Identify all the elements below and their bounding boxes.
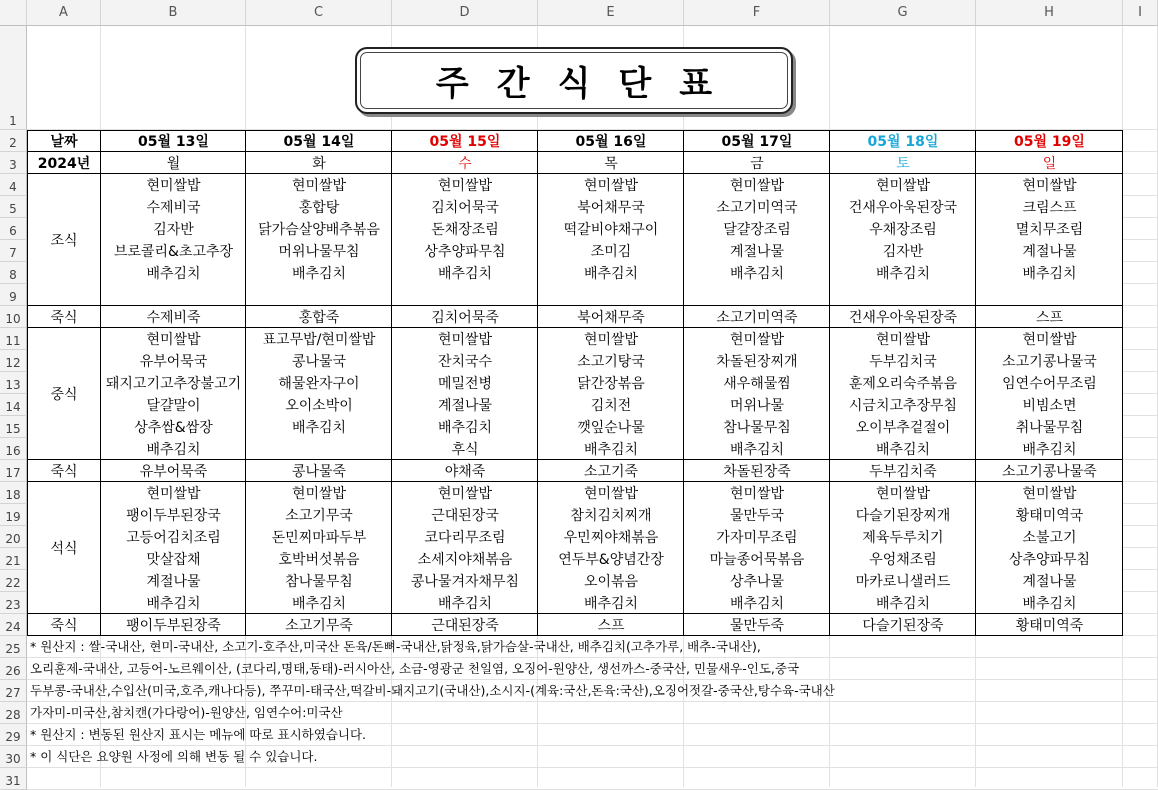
weekday-cell[interactable]: 금 <box>684 152 830 174</box>
menu-item-cell[interactable]: 배추김치 <box>976 592 1123 614</box>
menu-item-cell[interactable]: 참나물무침 <box>684 416 830 438</box>
menu-item-cell[interactable]: 우민찌야채볶음 <box>538 526 684 548</box>
row-header-22[interactable]: 22 <box>0 570 27 592</box>
table-border <box>27 151 1123 152</box>
row-header-15[interactable]: 15 <box>0 416 27 438</box>
row-header-7[interactable]: 7 <box>0 240 27 262</box>
column-header-a[interactable]: A <box>27 0 101 26</box>
row-header-4[interactable]: 4 <box>0 174 27 196</box>
menu-item-cell[interactable]: 소세지야채볶음 <box>392 548 538 570</box>
menu-item-cell[interactable]: 메밀전병 <box>392 372 538 394</box>
table-border <box>391 130 392 636</box>
table-border <box>27 305 1123 306</box>
menu-item-cell[interactable]: 배추김치 <box>976 438 1123 460</box>
porridge-item-cell[interactable]: 근대된장죽 <box>392 614 538 636</box>
menu-item-cell[interactable]: 임연수어무조림 <box>976 372 1123 394</box>
menu-item-cell[interactable]: 수제비국 <box>101 196 246 218</box>
menu-item-cell[interactable]: 시금치고추장무침 <box>830 394 976 416</box>
menu-item-cell[interactable] <box>976 284 1123 306</box>
menu-item-cell[interactable]: 황태미역국 <box>976 504 1123 526</box>
menu-item-cell[interactable] <box>246 438 392 460</box>
menu-item-cell[interactable]: 배추김치 <box>246 416 392 438</box>
menu-item-cell[interactable]: 현미쌀밥 <box>538 174 684 196</box>
menu-item-cell[interactable]: 계절나물 <box>101 570 246 592</box>
row-header-13[interactable]: 13 <box>0 372 27 394</box>
menu-item-cell[interactable]: 현미쌀밥 <box>246 482 392 504</box>
menu-item-cell[interactable]: 코다리무조림 <box>392 526 538 548</box>
porridge-item-cell[interactable]: 다슬기된장죽 <box>830 614 976 636</box>
menu-item-cell[interactable]: 오이부추겉절이 <box>830 416 976 438</box>
column-header-g[interactable]: G <box>830 0 976 26</box>
column-header-f[interactable]: F <box>684 0 830 26</box>
menu-item-cell[interactable]: 현미쌀밥 <box>684 328 830 350</box>
menu-item-cell[interactable]: 연두부&양념간장 <box>538 548 684 570</box>
date-cell[interactable]: 05월 16일 <box>538 130 684 152</box>
menu-item-cell[interactable]: 배추김치 <box>976 262 1123 284</box>
menu-item-cell[interactable]: 닭가슴살양배추볶음 <box>246 218 392 240</box>
menu-item-cell[interactable]: 오이소박이 <box>246 394 392 416</box>
note-line: 두부콩-국내산,수입산(미국,호주,캐나다등), 쭈꾸미-태국산,떡갈비-돼지고기(국내산),소시지-(계육:국산,돈육:국산),오징어젓갈-중국산,탕수육-국내산 <box>30 683 835 698</box>
date-label-cell[interactable]: 날짜 <box>27 130 101 152</box>
menu-item-cell[interactable]: 김자반 <box>101 218 246 240</box>
menu-item-cell[interactable]: 머위나물 <box>684 394 830 416</box>
weekday-cell[interactable]: 일 <box>976 152 1123 174</box>
menu-item-cell[interactable]: 우엉채조림 <box>830 548 976 570</box>
row-header-8[interactable]: 8 <box>0 262 27 284</box>
note-line: 가자미-미국산,참치캔(가다랑어)-원양산, 임연수어:미국산 <box>30 705 343 720</box>
menu-item-cell[interactable] <box>246 284 392 306</box>
menu-item-cell[interactable]: 현미쌀밥 <box>538 328 684 350</box>
menu-item-cell[interactable]: 배추김치 <box>101 262 246 284</box>
porridge-item-cell[interactable]: 두부김치죽 <box>830 460 976 482</box>
row-header-2[interactable]: 2 <box>0 130 27 152</box>
menu-item-cell[interactable]: 배추김치 <box>684 262 830 284</box>
menu-item-cell[interactable]: 크림스프 <box>976 196 1123 218</box>
row-header-27[interactable]: 27 <box>0 680 27 702</box>
menu-item-cell[interactable] <box>830 284 976 306</box>
menu-item-cell[interactable]: 돈민찌마파두부 <box>246 526 392 548</box>
menu-item-cell[interactable]: 홍합탕 <box>246 196 392 218</box>
menu-item-cell[interactable]: 콩나물국 <box>246 350 392 372</box>
menu-item-cell[interactable]: 소고기콩나물국 <box>976 350 1123 372</box>
table-border <box>829 130 830 636</box>
weekday-cell[interactable]: 화 <box>246 152 392 174</box>
porridge-item-cell[interactable]: 소고기콩나물죽 <box>976 460 1123 482</box>
menu-item-cell[interactable]: 현미쌀밥 <box>976 328 1123 350</box>
menu-item-cell[interactable]: 상추쌈&쌈장 <box>101 416 246 438</box>
menu-item-cell[interactable]: 호박버섯볶음 <box>246 548 392 570</box>
menu-item-cell[interactable]: 물만두국 <box>684 504 830 526</box>
menu-item-cell[interactable]: 배추김치 <box>684 592 830 614</box>
porridge-item-cell[interactable]: 물만두죽 <box>684 614 830 636</box>
menu-item-cell[interactable]: 배추김치 <box>392 262 538 284</box>
menu-item-cell[interactable]: 배추김치 <box>246 262 392 284</box>
menu-item-cell[interactable]: 김자반 <box>830 240 976 262</box>
column-header-e[interactable]: E <box>538 0 684 26</box>
column-header-b[interactable]: B <box>101 0 246 26</box>
porridge-item-cell[interactable]: 소고기죽 <box>538 460 684 482</box>
menu-item-cell[interactable]: 오이볶음 <box>538 570 684 592</box>
porridge-item-cell[interactable]: 수제비죽 <box>101 306 246 328</box>
menu-item-cell[interactable]: 배추김치 <box>101 592 246 614</box>
menu-item-cell[interactable]: 배추김치 <box>392 416 538 438</box>
row-header-3[interactable]: 3 <box>0 152 27 174</box>
menu-item-cell[interactable]: 우채장조림 <box>830 218 976 240</box>
menu-item-cell[interactable]: 배추김치 <box>392 592 538 614</box>
menu-item-cell[interactable]: 현미쌀밥 <box>830 328 976 350</box>
meal-label-lunch[interactable]: 중식 <box>27 328 101 460</box>
menu-item-cell[interactable]: 고등어김치조림 <box>101 526 246 548</box>
porridge-item-cell[interactable]: 소고기무죽 <box>246 614 392 636</box>
title-textbox[interactable] <box>355 47 793 114</box>
row-header-14[interactable]: 14 <box>0 394 27 416</box>
menu-item-cell[interactable]: 김치어묵국 <box>392 196 538 218</box>
weekday-cell[interactable]: 목 <box>538 152 684 174</box>
table-border <box>245 130 246 636</box>
menu-item-cell[interactable]: 배추김치 <box>538 592 684 614</box>
porridge-item-cell[interactable]: 팽이두부된장죽 <box>101 614 246 636</box>
row-header-11[interactable]: 11 <box>0 328 27 350</box>
row-header-21[interactable]: 21 <box>0 548 27 570</box>
menu-item-cell[interactable]: 현미쌀밥 <box>976 174 1123 196</box>
table-border <box>27 130 28 636</box>
table-border <box>27 459 1123 460</box>
porridge-item-cell[interactable]: 소고기미역죽 <box>684 306 830 328</box>
menu-item-cell[interactable]: 참치김치찌개 <box>538 504 684 526</box>
porridge-item-cell[interactable]: 김치어묵죽 <box>392 306 538 328</box>
menu-item-cell[interactable]: 돈채장조림 <box>392 218 538 240</box>
menu-item-cell[interactable]: 현미쌀밥 <box>830 174 976 196</box>
menu-item-cell[interactable]: 떡갈비야채구이 <box>538 218 684 240</box>
table-border <box>975 130 976 636</box>
porridge-item-cell[interactable]: 유부어묵죽 <box>101 460 246 482</box>
row-header-1[interactable]: 1 <box>0 26 27 130</box>
porridge-item-cell[interactable]: 콩나물죽 <box>246 460 392 482</box>
menu-item-cell[interactable]: 마카로니샐러드 <box>830 570 976 592</box>
menu-item-cell[interactable]: 배추김치 <box>830 438 976 460</box>
menu-item-cell[interactable]: 소불고기 <box>976 526 1123 548</box>
row-header-5[interactable]: 5 <box>0 196 27 218</box>
date-cell[interactable]: 05월 15일 <box>392 130 538 152</box>
table-border <box>27 173 1123 174</box>
menu-item-cell[interactable]: 참나물무침 <box>246 570 392 592</box>
year-label-cell[interactable]: 2024년 <box>27 152 101 174</box>
porridge-item-cell[interactable]: 건새우아욱된장죽 <box>830 306 976 328</box>
menu-item-cell[interactable]: 차돌된장찌개 <box>684 350 830 372</box>
date-cell[interactable]: 05월 14일 <box>246 130 392 152</box>
table-border <box>1122 130 1123 636</box>
menu-item-cell[interactable]: 계절나물 <box>976 570 1123 592</box>
menu-item-cell[interactable]: 닭간장볶음 <box>538 372 684 394</box>
menu-item-cell[interactable]: 소고기탕국 <box>538 350 684 372</box>
table-border <box>100 130 101 636</box>
porridge-item-cell[interactable]: 차돌된장죽 <box>684 460 830 482</box>
row-header-23[interactable]: 23 <box>0 592 27 614</box>
row-header-9[interactable]: 9 <box>0 284 27 306</box>
menu-item-cell[interactable]: 현미쌀밥 <box>830 482 976 504</box>
row-header-6[interactable]: 6 <box>0 218 27 240</box>
menu-item-cell[interactable]: 새우해물찜 <box>684 372 830 394</box>
meal-label-porridge1[interactable]: 죽식 <box>27 306 101 328</box>
meal-label-breakfast[interactable]: 조식 <box>27 174 101 306</box>
row-header-10[interactable]: 10 <box>0 306 27 328</box>
menu-item-cell[interactable]: 현미쌀밥 <box>684 482 830 504</box>
menu-item-cell[interactable]: 제육두루치기 <box>830 526 976 548</box>
column-header-c[interactable]: C <box>246 0 392 26</box>
column-header-i[interactable]: I <box>1123 0 1158 26</box>
row-header-16[interactable]: 16 <box>0 438 27 460</box>
row-header-18[interactable]: 18 <box>0 482 27 504</box>
menu-item-cell[interactable]: 배추김치 <box>538 262 684 284</box>
menu-item-cell[interactable]: 현미쌀밥 <box>392 482 538 504</box>
weekday-cell[interactable]: 토 <box>830 152 976 174</box>
menu-item-cell[interactable]: 근대된장국 <box>392 504 538 526</box>
date-cell[interactable]: 05월 19일 <box>976 130 1123 152</box>
menu-item-cell[interactable]: 현미쌀밥 <box>392 174 538 196</box>
row-header-29[interactable]: 29 <box>0 724 27 746</box>
porridge-item-cell[interactable]: 황태미역죽 <box>976 614 1123 636</box>
menu-item-cell[interactable]: 배추김치 <box>101 438 246 460</box>
column-header-d[interactable]: D <box>392 0 538 26</box>
menu-item-cell[interactable] <box>684 284 830 306</box>
menu-item-cell[interactable]: 김치전 <box>538 394 684 416</box>
menu-item-cell[interactable]: 훈제오리숙주볶음 <box>830 372 976 394</box>
menu-item-cell[interactable]: 맛살잡채 <box>101 548 246 570</box>
row-header-31[interactable]: 31 <box>0 768 27 790</box>
menu-item-cell[interactable]: 돼지고기고추장불고기 <box>101 372 246 394</box>
menu-item-cell[interactable]: 브로콜리&초고추장 <box>101 240 246 262</box>
menu-item-cell[interactable]: 배추김치 <box>830 262 976 284</box>
row-header-25[interactable]: 25 <box>0 636 27 658</box>
row-header-19[interactable]: 19 <box>0 504 27 526</box>
menu-item-cell[interactable]: 상추양파무침 <box>976 548 1123 570</box>
table-border <box>27 613 1123 614</box>
menu-item-cell[interactable]: 달걀말이 <box>101 394 246 416</box>
date-cell[interactable]: 05월 18일 <box>830 130 976 152</box>
porridge-item-cell[interactable]: 홍합죽 <box>246 306 392 328</box>
menu-item-cell[interactable]: 현미쌀밥 <box>684 174 830 196</box>
weekday-cell[interactable]: 수 <box>392 152 538 174</box>
menu-item-cell[interactable]: 비빔소면 <box>976 394 1123 416</box>
weekday-cell[interactable]: 월 <box>101 152 246 174</box>
menu-item-cell[interactable]: 유부어묵국 <box>101 350 246 372</box>
menu-item-cell[interactable]: 잔치국수 <box>392 350 538 372</box>
menu-item-cell[interactable]: 달걀장조림 <box>684 218 830 240</box>
table-border <box>537 130 538 636</box>
date-cell[interactable]: 05월 13일 <box>101 130 246 152</box>
porridge-item-cell[interactable]: 야채죽 <box>392 460 538 482</box>
menu-item-cell[interactable]: 멸치무조림 <box>976 218 1123 240</box>
table-border <box>683 130 684 636</box>
row-header-12[interactable]: 12 <box>0 350 27 372</box>
date-cell[interactable]: 05월 17일 <box>684 130 830 152</box>
menu-item-cell[interactable]: 현미쌀밥 <box>538 482 684 504</box>
note-line: * 원산지 : 변동된 원산지 표시는 메뉴에 따로 표시하였습니다. <box>30 727 367 742</box>
porridge-item-cell[interactable]: 북어채무죽 <box>538 306 684 328</box>
menu-item-cell[interactable]: 계절나물 <box>684 240 830 262</box>
porridge-item-cell[interactable]: 스프 <box>538 614 684 636</box>
menu-item-cell[interactable]: 상추나물 <box>684 570 830 592</box>
meal-label-porridge2[interactable]: 죽식 <box>27 460 101 482</box>
menu-item-cell[interactable]: 배추김치 <box>684 438 830 460</box>
menu-item-cell[interactable] <box>101 284 246 306</box>
select-all-corner[interactable] <box>0 0 27 26</box>
table-border <box>27 327 1123 328</box>
row-header-26[interactable]: 26 <box>0 658 27 680</box>
menu-item-cell[interactable]: 두부김치국 <box>830 350 976 372</box>
menu-item-cell[interactable]: 해물완자구이 <box>246 372 392 394</box>
menu-item-cell[interactable]: 상추양파무침 <box>392 240 538 262</box>
menu-item-cell[interactable]: 팽이두부된장국 <box>101 504 246 526</box>
menu-item-cell[interactable]: 마늘종어묵볶음 <box>684 548 830 570</box>
menu-item-cell[interactable]: 현미쌀밥 <box>976 482 1123 504</box>
table-border <box>27 481 1123 482</box>
menu-item-cell[interactable]: 배추김치 <box>830 592 976 614</box>
menu-item-cell[interactable]: 현미쌀밥 <box>101 482 246 504</box>
menu-item-cell[interactable]: 계절나물 <box>976 240 1123 262</box>
menu-item-cell[interactable]: 계절나물 <box>392 394 538 416</box>
column-header-h[interactable]: H <box>976 0 1123 26</box>
page-title: 주간식단표 <box>435 64 741 104</box>
table-border <box>27 130 1123 131</box>
note-line: * 이 식단은 요양원 사정에 의해 변동 될 수 있습니다. <box>30 749 318 764</box>
menu-item-cell[interactable]: 현미쌀밥 <box>101 328 246 350</box>
menu-item-cell[interactable]: 현미쌀밥 <box>101 174 246 196</box>
menu-item-cell[interactable]: 다슬기된장찌개 <box>830 504 976 526</box>
row-header-30[interactable]: 30 <box>0 746 27 768</box>
menu-item-cell[interactable]: 배추김치 <box>538 438 684 460</box>
menu-item-cell[interactable]: 콩나물겨자채무침 <box>392 570 538 592</box>
note-line: 오리훈제-국내산, 고등어-노르웨이산, (코다리,명태,동태)-러시아산, 소금-영광군 천일염, 오징어-원양산, 생선까스-중국산, 민물새우-인도,중국 <box>30 661 800 676</box>
menu-item-cell[interactable]: 머위나물무침 <box>246 240 392 262</box>
menu-item-cell[interactable]: 후식 <box>392 438 538 460</box>
menu-item-cell[interactable]: 북어채무국 <box>538 196 684 218</box>
menu-item-cell[interactable]: 깻잎순나물 <box>538 416 684 438</box>
porridge-item-cell[interactable]: 스프 <box>976 306 1123 328</box>
menu-item-cell[interactable]: 취나물무침 <box>976 416 1123 438</box>
menu-item-cell[interactable]: 표고무밥/현미쌀밥 <box>246 328 392 350</box>
row-header-24[interactable]: 24 <box>0 614 27 636</box>
menu-item-cell[interactable] <box>538 284 684 306</box>
menu-item-cell[interactable]: 현미쌀밥 <box>392 328 538 350</box>
menu-item-cell[interactable]: 조미김 <box>538 240 684 262</box>
menu-item-cell[interactable]: 건새우아욱된장국 <box>830 196 976 218</box>
menu-item-cell[interactable]: 소고기미역국 <box>684 196 830 218</box>
row-header-17[interactable]: 17 <box>0 460 27 482</box>
row-header-20[interactable]: 20 <box>0 526 27 548</box>
menu-item-cell[interactable]: 가자미무조림 <box>684 526 830 548</box>
note-line: * 원산지 : 쌀-국내산, 현미-국내산, 소고기-호주산,미국산 돈육/돈뼈-국내산,닭정육,닭가슴살-국내산, 배추김치(고추가루, 배추-국내산), <box>30 639 761 654</box>
menu-item-cell[interactable]: 배추김치 <box>246 592 392 614</box>
meal-label-porridge3[interactable]: 죽식 <box>27 614 101 636</box>
meal-label-dinner[interactable]: 석식 <box>27 482 101 614</box>
menu-item-cell[interactable] <box>392 284 538 306</box>
menu-item-cell[interactable]: 현미쌀밥 <box>246 174 392 196</box>
menu-item-cell[interactable]: 소고기무국 <box>246 504 392 526</box>
row-header-28[interactable]: 28 <box>0 702 27 724</box>
